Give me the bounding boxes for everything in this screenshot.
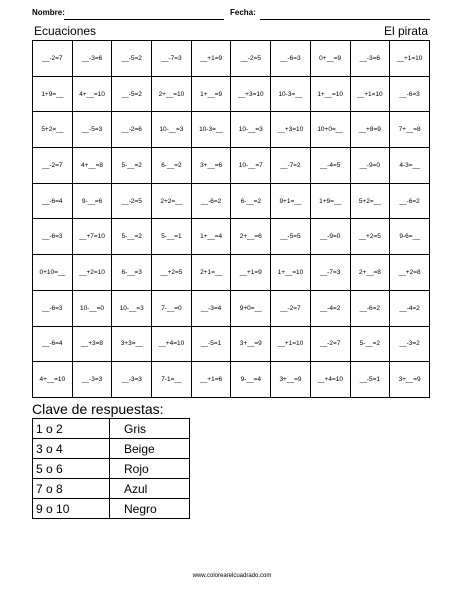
- equation-cell[interactable]: __+4=10: [152, 326, 192, 362]
- equation-cell[interactable]: __-3=3: [112, 362, 152, 398]
- key-row: [33, 439, 190, 459]
- equation-cell[interactable]: 10-__=7: [231, 148, 271, 184]
- equation-cell[interactable]: 3+__=9: [271, 362, 311, 398]
- equation-cell[interactable]: 6-__=3: [112, 255, 152, 291]
- equation-cell[interactable]: 10-__=3: [112, 290, 152, 326]
- equation-cell[interactable]: 1+__=9: [191, 76, 231, 112]
- name-line[interactable]: [64, 19, 224, 20]
- key-color: Beige: [110, 439, 190, 459]
- grid-row: [33, 326, 430, 362]
- equation-cell[interactable]: __+1=10: [350, 76, 390, 112]
- equation-cell[interactable]: 4+__=10: [72, 76, 112, 112]
- grid-row: [33, 219, 430, 255]
- grid-row: [33, 41, 430, 77]
- equation-cell[interactable]: __-9=0: [350, 148, 390, 184]
- equation-cell[interactable]: __-2=7: [33, 148, 73, 184]
- equation-cell[interactable]: 2+__=8: [350, 255, 390, 291]
- equation-cell[interactable]: 5-__=2: [112, 219, 152, 255]
- equation-cell[interactable]: 3+__=6: [191, 148, 231, 184]
- equation-cell[interactable]: __-4=2: [310, 290, 350, 326]
- equation-cell[interactable]: __+1=10: [390, 41, 430, 77]
- equation-cell[interactable]: __-3=4: [191, 290, 231, 326]
- equation-cell[interactable]: __+4=10: [310, 362, 350, 398]
- worksheet-header: [32, 6, 432, 20]
- equation-cell[interactable]: __-4=2: [390, 290, 430, 326]
- equation-cell[interactable]: __+3=10: [271, 112, 311, 148]
- grid-row: [33, 183, 430, 219]
- key-color: Rojo: [110, 459, 190, 479]
- equation-cell[interactable]: __-6=2: [191, 183, 231, 219]
- equation-cell[interactable]: __-6=4: [33, 326, 73, 362]
- equation-cell[interactable]: __-7=3: [152, 41, 192, 77]
- answer-key-table: [32, 418, 190, 519]
- equation-cell[interactable]: __-5=3: [72, 112, 112, 148]
- equation-cell[interactable]: 6-__=2: [231, 183, 271, 219]
- equation-cell[interactable]: __-2=5: [231, 41, 271, 77]
- date-label: Fecha:: [230, 8, 256, 17]
- equation-cell[interactable]: 9+0=__: [231, 290, 271, 326]
- equation-cell[interactable]: 0+__=9: [310, 41, 350, 77]
- equation-cell[interactable]: __+1=10: [271, 326, 311, 362]
- equation-cell[interactable]: __-6=2: [390, 183, 430, 219]
- equation-cell[interactable]: __-3=3: [72, 362, 112, 398]
- picture-title: El pirata: [383, 24, 428, 38]
- grid-row: [33, 112, 430, 148]
- equation-cell[interactable]: __-5=2: [112, 76, 152, 112]
- equation-cell[interactable]: 9-6=__: [390, 219, 430, 255]
- equation-cell[interactable]: __-5=5: [271, 219, 311, 255]
- equation-cell[interactable]: 5+2=__: [350, 183, 390, 219]
- equation-cell[interactable]: __+2=5: [350, 219, 390, 255]
- equation-cell[interactable]: 7+__=8: [390, 112, 430, 148]
- equation-cell[interactable]: 9+1=__: [271, 183, 311, 219]
- equation-cell[interactable]: 1+9=__: [310, 183, 350, 219]
- equation-cell[interactable]: __+2=10: [72, 255, 112, 291]
- equation-cell[interactable]: __-6=3: [33, 290, 73, 326]
- equation-cell[interactable]: 6-__=2: [152, 148, 192, 184]
- footer-site: www.colorearelcuadrado.com: [192, 573, 272, 579]
- title-bar: [32, 23, 430, 39]
- equation-cell[interactable]: 4+__=8: [72, 148, 112, 184]
- grid-row: [33, 362, 430, 398]
- equation-cell[interactable]: 1+__=10: [271, 255, 311, 291]
- equation-cell[interactable]: __-3=6: [72, 41, 112, 77]
- equation-cell[interactable]: __+2=8: [390, 255, 430, 291]
- equation-cell[interactable]: __+2=5: [152, 255, 192, 291]
- equation-cell[interactable]: __+1=6: [191, 362, 231, 398]
- equation-grid: [32, 40, 430, 398]
- key-row: [33, 419, 190, 439]
- equation-cell[interactable]: __+1=9: [191, 41, 231, 77]
- key-row: [33, 479, 190, 499]
- equation-cell[interactable]: 7-1=__: [152, 362, 192, 398]
- name-label: Nombre:: [32, 8, 65, 17]
- answer-key-title: Clave de respuestas:: [32, 401, 164, 417]
- equation-cell[interactable]: 5+2=__: [33, 112, 73, 148]
- equation-cell[interactable]: __-5=1: [350, 362, 390, 398]
- equation-cell[interactable]: __+1=9: [231, 255, 271, 291]
- equation-cell[interactable]: __-7=3: [310, 255, 350, 291]
- worksheet-topic: Ecuaciones: [34, 24, 97, 38]
- equation-cell[interactable]: 1+__=10: [310, 76, 350, 112]
- key-row: [33, 499, 190, 519]
- equation-cell[interactable]: 10-__=3: [152, 112, 192, 148]
- equation-cell[interactable]: 10-3=__: [191, 112, 231, 148]
- equation-cell[interactable]: __-2=7: [33, 41, 73, 77]
- equation-cell[interactable]: __-6=3: [390, 76, 430, 112]
- equation-cell[interactable]: __+7=10: [72, 219, 112, 255]
- equation-cell[interactable]: __+3=10: [231, 76, 271, 112]
- equation-cell[interactable]: 10-__=3: [231, 112, 271, 148]
- equation-cell[interactable]: 10+0=__: [310, 112, 350, 148]
- key-range: 1 o 2: [33, 419, 110, 439]
- date-line[interactable]: [260, 19, 430, 20]
- equation-cell[interactable]: 1+__=4: [191, 219, 231, 255]
- equation-cell[interactable]: 2+__=10: [152, 76, 192, 112]
- equation-cell[interactable]: 2+__=6: [231, 219, 271, 255]
- equation-cell[interactable]: __-6=4: [33, 183, 73, 219]
- grid-row: [33, 290, 430, 326]
- equation-cell[interactable]: 10-3=__: [271, 76, 311, 112]
- equation-cell[interactable]: __-5=2: [112, 41, 152, 77]
- key-color: Azul: [110, 479, 190, 499]
- equation-cell[interactable]: 2+1=__: [191, 255, 231, 291]
- equation-cell[interactable]: 9-__=4: [231, 362, 271, 398]
- equation-cell[interactable]: 5-__=1: [152, 219, 192, 255]
- equation-cell[interactable]: __-2=7: [310, 326, 350, 362]
- equation-cell[interactable]: 4-3=__: [390, 148, 430, 184]
- key-range: 5 o 6: [33, 459, 110, 479]
- grid-row: [33, 148, 430, 184]
- equation-cell[interactable]: __-6=3: [271, 41, 311, 77]
- equation-cell[interactable]: __-4=5: [310, 148, 350, 184]
- equation-cell[interactable]: __-3=2: [390, 326, 430, 362]
- equation-cell[interactable]: __-5=1: [191, 326, 231, 362]
- equation-cell[interactable]: __-2=7: [271, 290, 311, 326]
- key-color: Gris: [110, 419, 190, 439]
- equation-cell[interactable]: 1+9=__: [33, 76, 73, 112]
- key-range: 9 o 10: [33, 499, 110, 519]
- equation-cell[interactable]: __+8=9: [350, 112, 390, 148]
- equation-cell[interactable]: 5-__=2: [112, 148, 152, 184]
- equation-cell[interactable]: 10-__=0: [72, 290, 112, 326]
- equation-cell[interactable]: __-2=5: [112, 183, 152, 219]
- equation-cell[interactable]: __+3=8: [72, 326, 112, 362]
- key-color: Negro: [110, 499, 190, 519]
- equation-cell[interactable]: 2+2=__: [152, 183, 192, 219]
- equation-cell[interactable]: 9-__=6: [72, 183, 112, 219]
- equation-cell[interactable]: 4+__=10: [33, 362, 73, 398]
- equation-cell[interactable]: 3+3=__: [112, 326, 152, 362]
- equation-cell[interactable]: 7-__=0: [152, 290, 192, 326]
- equation-cell[interactable]: __-3=6: [350, 41, 390, 77]
- equation-cell[interactable]: __-2=6: [112, 112, 152, 148]
- equation-cell[interactable]: __-6=3: [33, 219, 73, 255]
- equation-cell[interactable]: 3+__=9: [390, 362, 430, 398]
- equation-cell[interactable]: __-9=0: [310, 219, 350, 255]
- equation-cell[interactable]: __-6=2: [350, 290, 390, 326]
- equation-cell[interactable]: 5-__=2: [350, 326, 390, 362]
- equation-cell[interactable]: __-7=2: [271, 148, 311, 184]
- equation-cell[interactable]: 0+10=__: [33, 255, 73, 291]
- grid-row: [33, 255, 430, 291]
- key-row: [33, 459, 190, 479]
- key-range: 3 o 4: [33, 439, 110, 459]
- equation-cell[interactable]: 3+__=9: [231, 326, 271, 362]
- key-range: 7 o 8: [33, 479, 110, 499]
- grid-row: [33, 76, 430, 112]
